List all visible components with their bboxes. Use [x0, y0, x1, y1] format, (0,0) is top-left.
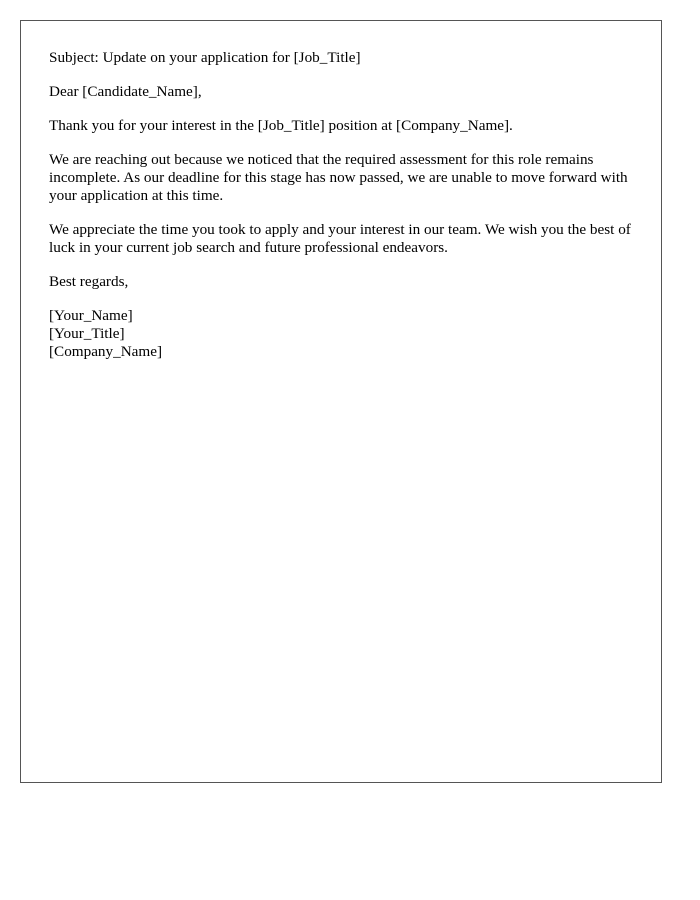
signature-block [49, 307, 632, 361]
letter-document [20, 20, 662, 783]
signature-name: [Your_Name] [49, 307, 133, 324]
letter-paragraph: Thank you for your interest in the [Job_Title] position at [Company_Name]. [49, 117, 513, 134]
letter-paragraph: We appreciate the time you took to apply and your interest in our team. We wish you the best of luck in your current job search and future professional endeavors. [49, 221, 631, 256]
letter-greeting: Dear [Candidate_Name], [49, 83, 202, 100]
letter-paragraph: We are reaching out because we noticed that the required assessment for this role remains incomplete. As our deadline for this stage has now passed, we are unable to move forward with your application at this time. [49, 151, 628, 204]
signature-title: [Your_Title] [49, 325, 125, 342]
letter-closing: Best regards, [49, 273, 129, 290]
letter-subject: Subject: Update on your application for [Job_Title] [49, 49, 361, 66]
signature-company: [Company_Name] [49, 343, 163, 360]
